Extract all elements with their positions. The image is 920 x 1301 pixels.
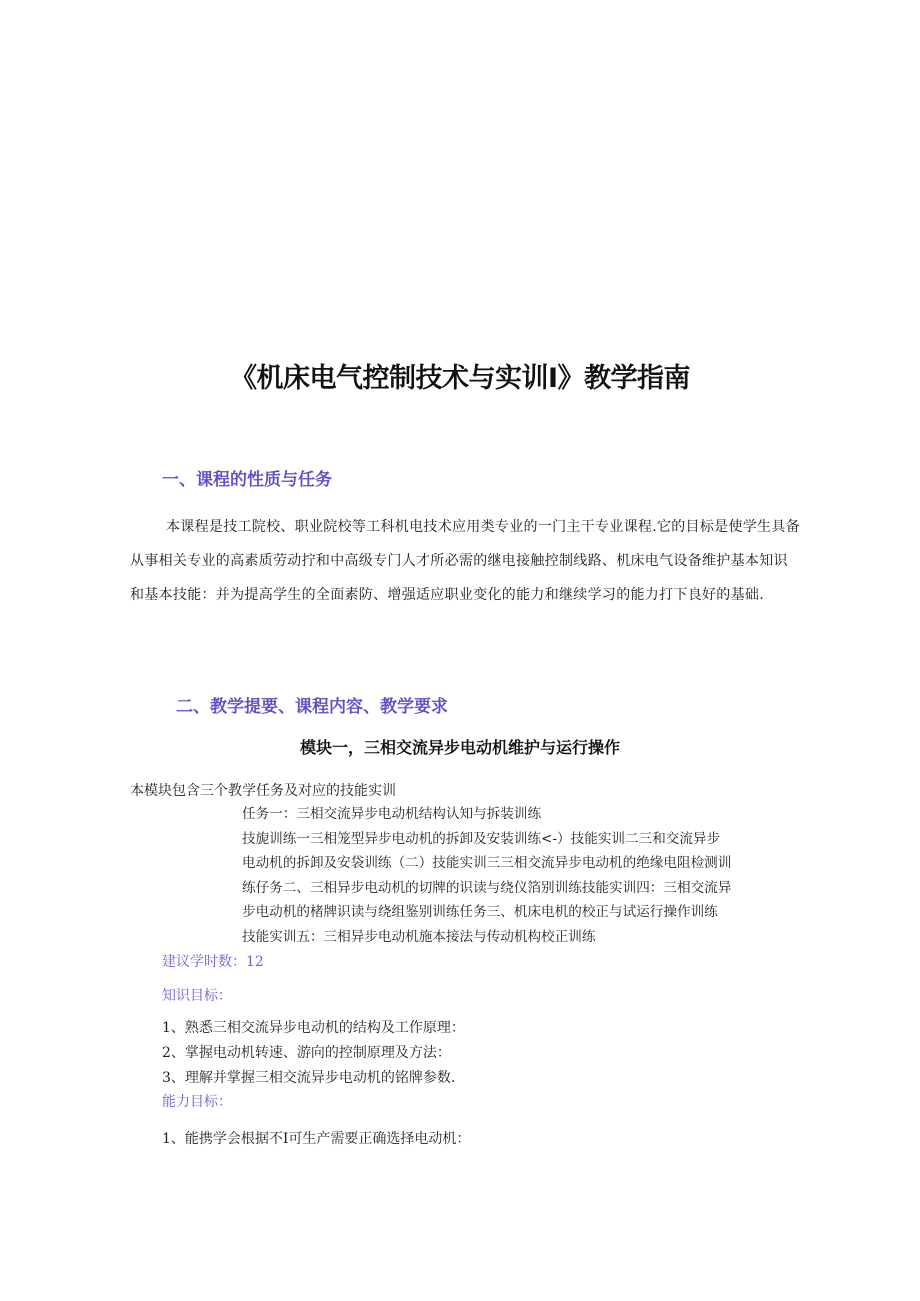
task-line: 技能实训五：三相异步电动机施本接法与传动机构校正训练	[242, 928, 596, 945]
task-line: 技旎训练一三相笼型异步电动机的拆卸及安装训练<-）技能实训二三和交流异步	[242, 830, 721, 847]
knowledge-goals-label: 知识目标：	[162, 988, 232, 1004]
task-1: 任务一：三相交流异步电动机结构认知与拆装训练	[242, 806, 542, 822]
section-1-heading: 一、课程的性质与任务	[162, 470, 332, 490]
ability-goals-label: 能力目标：	[162, 1094, 232, 1110]
module-intro: 本模块包含三个教学任务及对应的技能实训	[130, 783, 396, 799]
ability-goal-item: 1、能携学会根据不I可生产需要正确选择电动机：	[162, 1131, 471, 1147]
task-line: 练仔务二、三相异步电动机的切牌的识读与绕仪箔别训练技能实训四：三相交流异	[242, 879, 732, 896]
course-nature-paragraph: 本课程是技工院校、职业院校等工科机电技术应用类专业的一门主干专业课程.它的目标是使学生具备从事相关专业的高素质劳动拧和中高级专门人才所必需的继电接触控制线路、机床电气设备维护基本知识和基本技能：并为提高学生的全面素防、增强适应职业变化的能力和继续学习的能力打下良好的基础.	[130, 519, 800, 603]
section-2-heading: 二、教学提要、课程内容、教学要求	[176, 697, 448, 717]
document-title: 《机床电气控制技术与实训I》教学指南	[229, 363, 691, 394]
module-1-title: 模块一，三相交流异步电动机维护与运行操作	[299, 738, 620, 757]
knowledge-goal-item: 1、熟悉三相交流异步电动机的结构及工作原理：	[162, 1020, 465, 1036]
knowledge-goal-item: 2、掌握电动机转速、游向的控制原理及方法：	[162, 1045, 451, 1061]
task-line: 电动机的拆卸及安袋训练（二）技能实训三三相交流异步电动机的绝缘电阻检测训	[242, 855, 732, 871]
suggested-hours: 建议学时数：12	[162, 954, 264, 970]
task-line: 步电动机的楮牌识读与绕组鉴别训练任务三、机床电机的校正与试运行操作训练	[242, 904, 718, 920]
task-list	[242, 802, 802, 949]
knowledge-goal-item: 3、理解并掌握三相交流异步电动机的铭牌参数.	[162, 1070, 456, 1086]
